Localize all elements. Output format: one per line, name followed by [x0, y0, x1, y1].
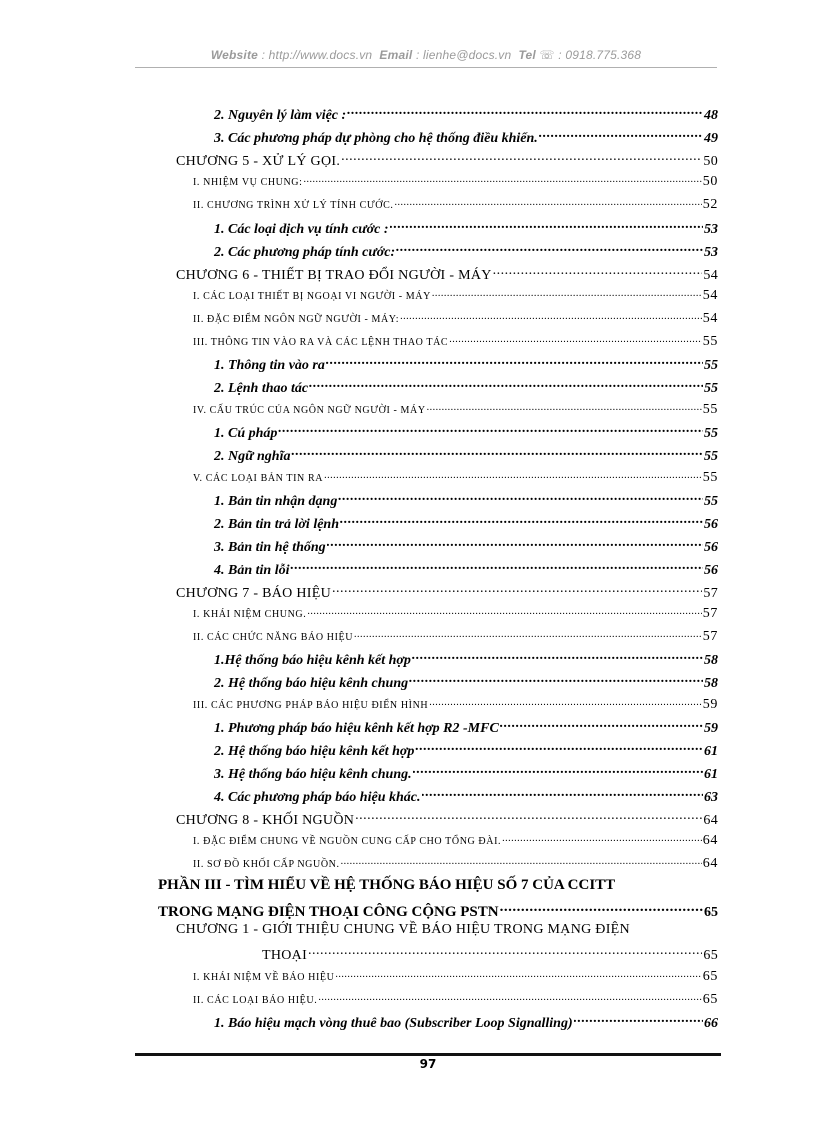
toc-entry-title: 1. Phương pháp báo hiệu kênh kết hợp R2 -MFC — [214, 721, 499, 737]
toc-entry-title: 1. Báo hiệu mạch vòng thuê bao (Subscriber Loop Signalling) — [214, 1016, 573, 1032]
dot-leader — [332, 582, 702, 597]
toc-entry-title: 1. Bản tin nhận dạng — [214, 494, 338, 510]
toc-entry-title: CHƯƠNG 5 - XỬ LÝ GỌI. — [176, 154, 341, 170]
toc-entry-page: 59 — [702, 697, 718, 712]
toc-entry — [193, 288, 718, 304]
toc-entry-title: II. SƠ ĐỒ KHỐI CẤP NGUỒN. — [193, 859, 340, 870]
toc-entry — [193, 470, 718, 486]
toc-entry — [193, 629, 718, 645]
toc-entry-title: III. THÔNG TIN VÀO RA VÀ CÁC LỆNH THAO TÁC — [193, 337, 449, 348]
dot-leader — [355, 809, 702, 824]
toc-entry-page: 54 — [703, 268, 718, 284]
dot-leader — [338, 490, 703, 505]
toc-entry-page: 52 — [702, 197, 718, 212]
toc-entry-title: II. CÁC CHỨC NĂNG BÁO HIỆU — [193, 632, 354, 643]
dot-leader — [394, 197, 701, 208]
toc-entry — [193, 334, 718, 350]
dot-leader — [422, 786, 704, 801]
toc-entry-title: 4. Các phương pháp báo hiệu khác. — [214, 790, 421, 806]
dot-leader — [304, 174, 702, 185]
toc-entry — [214, 354, 718, 374]
toc-entry — [193, 197, 718, 213]
toc-entry-title: 2. Ngữ nghĩa — [214, 449, 291, 465]
toc-entry-page: 55 — [702, 470, 718, 485]
dot-leader — [291, 445, 703, 460]
tel-value: : 0918.775.368 — [558, 48, 642, 62]
toc-entry-title: TRONG MẠNG ĐIỆN THOẠI CÔNG CỘNG PSTN — [158, 903, 499, 920]
toc-entry — [158, 877, 718, 894]
email-value: : lienhe@docs.vn — [415, 48, 512, 62]
tel-label: Tel — [518, 48, 536, 62]
toc-entry — [214, 763, 718, 783]
toc-entry-page: 55 — [704, 381, 718, 397]
toc-entry — [193, 969, 718, 985]
toc-entry — [176, 582, 718, 602]
toc-entry — [214, 241, 718, 261]
toc-entry — [214, 127, 718, 147]
dot-leader — [309, 377, 703, 392]
toc-entry-title: II. CÁC LOẠI BÁO HIỆU. — [193, 995, 318, 1006]
toc-entry — [193, 697, 718, 713]
toc-entry-page: 53 — [704, 222, 718, 238]
toc-entry — [214, 104, 718, 124]
toc-entry-title: I. ĐẶC ĐIỂM CHUNG VỀ NGUỒN CUNG CẤP CHO TỔNG ĐÀI. — [193, 836, 502, 847]
toc-entry-page: 61 — [704, 744, 718, 760]
toc-entry-page: 48 — [704, 108, 718, 124]
dot-leader — [500, 899, 703, 916]
page-number: 97 — [419, 1057, 437, 1071]
dot-leader — [341, 150, 702, 165]
toc-entry-title: 3. Hệ thống báo hiệu kênh chung. — [214, 767, 412, 783]
toc-entry — [214, 740, 718, 760]
toc-entry-title: 1.Hệ thống báo hiệu kênh kết hợp — [214, 653, 411, 669]
toc-entry-title: CHƯƠNG 1 - GIỚI THIỆU CHUNG VỀ BÁO HIỆU TRONG MẠNG ĐIỆN — [176, 922, 630, 937]
toc-entry — [214, 536, 718, 556]
toc-entry-page: 57 — [702, 606, 718, 621]
toc-entry-title: PHẦN III - TÌM HIỂU VỀ HỆ THỐNG BÁO HIỆU SỐ 7 CỦA CCITT — [158, 877, 616, 893]
dot-leader — [318, 992, 701, 1003]
footer-divider — [135, 1053, 721, 1056]
toc-entry — [214, 786, 718, 806]
toc-entry-title: I. KHÁI NIỆM CHUNG. — [193, 609, 307, 620]
toc-entry-page: 65 — [704, 904, 718, 920]
dot-leader — [290, 559, 703, 574]
toc-entry — [176, 809, 718, 829]
toc-entry-title: 3. Các phương pháp dự phòng cho hệ thống điều khiển. — [214, 131, 538, 147]
dot-leader — [429, 697, 702, 708]
toc-entry-page: 55 — [702, 334, 718, 349]
toc-entry-page: 63 — [704, 790, 718, 806]
toc-entry-title: 2. Lệnh thao tác — [214, 381, 309, 397]
dot-leader — [539, 127, 703, 142]
toc-entry-title: 2. Hệ thống báo hiệu kênh kết hợp — [214, 744, 415, 760]
dot-leader — [340, 513, 703, 528]
toc-entry-title: 3. Bản tin hệ thống — [214, 540, 326, 556]
dot-leader — [415, 740, 703, 755]
dot-leader — [412, 649, 703, 664]
dot-leader — [432, 288, 702, 299]
email-label: Email — [379, 48, 413, 62]
toc-entry-title: I. CÁC LOẠI THIẾT BỊ NGOẠI VI NGƯỜI - MÁY — [193, 291, 431, 302]
toc-entry-page: 55 — [704, 426, 718, 442]
dot-leader — [502, 833, 702, 844]
toc-entry-page: 64 — [702, 833, 718, 848]
toc-entry-title: II. CHƯƠNG TRÌNH XỬ LÝ TÍNH CƯỚC. — [193, 200, 394, 211]
toc-entry-title: 2. Hệ thống báo hiệu kênh chung — [214, 676, 409, 692]
dot-leader — [413, 763, 703, 778]
toc-entry-page: 56 — [704, 540, 718, 556]
dot-leader — [500, 717, 703, 732]
toc-entry-page: 56 — [704, 517, 718, 533]
toc-entry — [176, 150, 718, 170]
toc-entry-page: 55 — [704, 449, 718, 465]
toc-entry-page: 55 — [704, 494, 718, 510]
toc-entry-title: III. CÁC PHƯƠNG PHÁP BÁO HIỆU ĐIỂN HÌNH — [193, 700, 429, 711]
toc-entry — [214, 490, 718, 510]
toc-entry-title: 1. Cú pháp — [214, 426, 278, 442]
toc-entry-page: 50 — [703, 154, 718, 170]
phone-icon: ☏ — [539, 48, 555, 62]
toc-entry — [214, 717, 718, 737]
dot-leader — [449, 334, 702, 345]
dot-leader — [307, 606, 701, 617]
toc-entry — [214, 649, 718, 669]
dot-leader — [574, 1012, 703, 1027]
toc-entry — [214, 559, 718, 579]
toc-entry-page: 58 — [704, 676, 718, 692]
dot-leader — [427, 402, 702, 413]
toc-entry — [214, 1012, 718, 1032]
dot-leader — [324, 470, 702, 481]
toc-entry-title: 2. Nguyên lý làm việc : — [214, 108, 347, 124]
toc-entry — [214, 218, 718, 238]
toc-entry-title: CHƯƠNG 8 - KHỐI NGUỒN — [176, 813, 355, 829]
toc-entry-title: CHƯƠNG 6 - THIẾT BỊ TRAO ĐỔI NGƯỜI - MÁY — [176, 268, 492, 284]
dot-leader — [326, 354, 703, 369]
toc-entry-title: 1. Thông tin vào ra — [214, 358, 325, 374]
toc-entry-page: 65 — [703, 948, 718, 964]
toc-entry-title: 2. Các phương pháp tính cước: — [214, 245, 396, 261]
toc-entry-title: IV. CẤU TRÚC CỦA NGÔN NGỮ NGƯỜI - MÁY — [193, 405, 426, 416]
toc-entry-page: 49 — [704, 131, 718, 147]
dot-leader — [493, 264, 703, 279]
dot-leader — [396, 241, 703, 256]
toc-entry-title: 4. Bản tin lỗi — [214, 563, 290, 579]
toc-entry-page: 61 — [704, 767, 718, 783]
toc-entry — [214, 672, 718, 692]
toc-entry-page: 55 — [702, 402, 718, 417]
toc-entry-page: 54 — [702, 288, 718, 303]
toc-entry-title: THOẠI — [262, 948, 308, 964]
toc-entry-page: 54 — [702, 311, 718, 326]
toc-entry-page: 64 — [702, 856, 718, 871]
toc-entry-page: 56 — [704, 563, 718, 579]
toc-entry-title: I. KHÁI NIỆM VỀ BÁO HIỆU — [193, 972, 335, 983]
toc-entry-page: 50 — [702, 174, 718, 189]
toc-entry-page: 59 — [704, 721, 718, 737]
dot-leader — [327, 536, 703, 551]
dot-leader — [409, 672, 703, 687]
dot-leader — [341, 856, 702, 867]
dot-leader — [354, 629, 702, 640]
toc-entry-page: 58 — [704, 653, 718, 669]
toc-entry-title: II. ĐẶC ĐIỂM NGÔN NGỮ NGƯỜI - MÁY: — [193, 314, 400, 325]
dot-leader — [390, 218, 703, 233]
toc-entry-title: CHƯƠNG 7 - BÁO HIỆU — [176, 586, 331, 602]
toc-entry — [193, 833, 718, 849]
toc-entry — [214, 377, 718, 397]
toc-entry — [158, 899, 718, 921]
page-header — [135, 48, 717, 62]
toc-entry-page: 65 — [702, 992, 718, 1007]
toc-entry — [176, 922, 718, 938]
toc-entry-title: V. CÁC LOẠI BẢN TIN RA — [193, 473, 324, 484]
toc-entry — [193, 174, 718, 190]
toc-entry — [193, 402, 718, 418]
website-label: Website — [210, 48, 259, 62]
toc-entry — [176, 264, 718, 284]
toc-entry-page: 65 — [702, 969, 718, 984]
website-value: : http://www.docs.vn — [261, 48, 373, 62]
dot-leader — [400, 311, 702, 322]
dot-leader — [335, 969, 701, 980]
dot-leader — [347, 104, 703, 119]
toc-entry-page: 53 — [704, 245, 718, 261]
toc-entry-page: 57 — [703, 586, 718, 602]
dot-leader — [278, 422, 703, 437]
toc-entry — [214, 513, 718, 533]
dot-leader — [308, 944, 702, 959]
toc-entry-page: 64 — [703, 813, 718, 829]
header-divider — [135, 67, 717, 68]
toc-entry-title: 2. Bản tin trả lời lệnh — [214, 517, 339, 533]
toc-entry — [193, 606, 718, 622]
toc-entry — [214, 422, 718, 442]
toc-entry — [193, 992, 718, 1008]
toc-entry — [193, 856, 718, 872]
toc-entry — [214, 445, 718, 465]
toc-entry — [262, 944, 718, 964]
toc-entry — [193, 311, 718, 327]
toc-entry-page: 57 — [702, 629, 718, 644]
toc-entry-page: 55 — [704, 358, 718, 374]
toc-entry-page: 66 — [704, 1016, 718, 1032]
toc-entry-title: I. NHIỆM VỤ CHUNG: — [193, 177, 303, 188]
toc-entry-title: 1. Các loại dịch vụ tính cước : — [214, 222, 389, 238]
